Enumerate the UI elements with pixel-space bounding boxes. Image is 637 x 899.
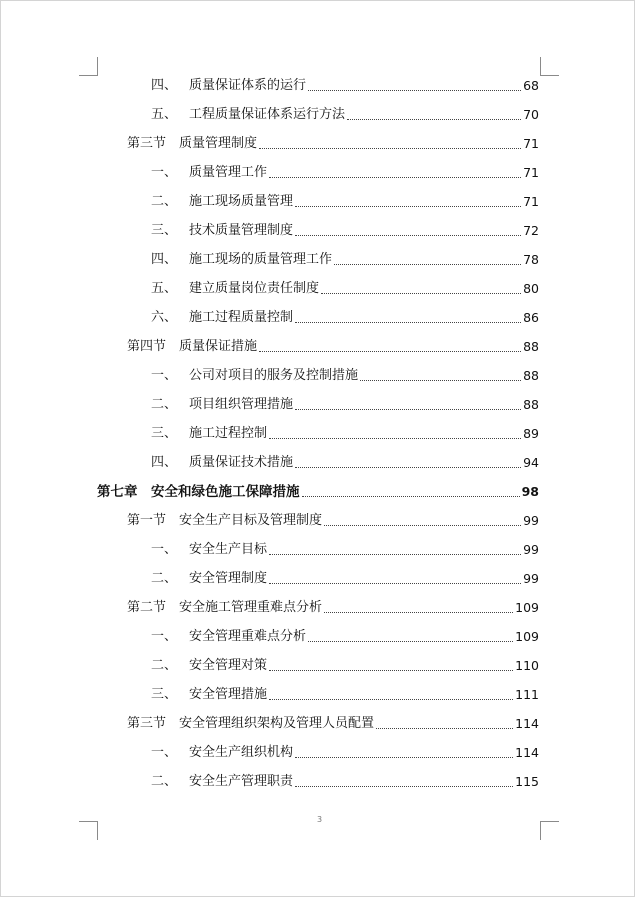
toc-entry-number: 四、 (151, 455, 178, 470)
toc-entry-page: 110 (515, 658, 539, 673)
toc-entry[interactable] (151, 652, 539, 674)
toc-entry[interactable] (127, 710, 539, 732)
toc-dot-leader (295, 466, 521, 468)
toc-entry[interactable] (151, 565, 539, 587)
toc-entry-title: 项目组织管理措施 (189, 397, 294, 412)
toc-entry-label (151, 368, 358, 384)
toc-dot-leader (324, 611, 513, 613)
toc-entry-number: 一、 (151, 368, 178, 383)
toc-dot-leader (334, 263, 521, 265)
toc-entry[interactable] (151, 681, 539, 703)
toc-entry-title: 安全生产组织机构 (189, 745, 294, 760)
toc-entry-label (127, 513, 322, 529)
toc-entry-page: 99 (523, 571, 539, 586)
toc-entry-label (151, 281, 319, 297)
toc-entry-title: 施工现场质量管理 (189, 194, 294, 209)
toc-entry-page: 99 (523, 542, 539, 557)
toc-entry-page: 88 (523, 397, 539, 412)
toc-entry-title: 工程质量保证体系运行方法 (189, 107, 346, 122)
toc-entry-title: 安全和绿色施工保障措施 (151, 484, 300, 500)
toc-entry-page: 80 (523, 281, 539, 296)
toc-dot-leader (269, 698, 513, 700)
toc-entry-number: 第三节 (127, 136, 167, 151)
toc-dot-leader (295, 234, 521, 236)
toc-entry-label (127, 716, 374, 732)
toc-entry-number: 三、 (151, 223, 178, 238)
toc-entry-number: 六、 (151, 310, 178, 325)
toc-dot-leader (302, 495, 520, 497)
toc-entry-label (151, 426, 267, 442)
toc-dot-leader (259, 350, 521, 352)
toc-entry[interactable] (151, 188, 539, 210)
toc-entry-page: 98 (521, 484, 539, 499)
toc-entry-number: 三、 (151, 426, 178, 441)
toc-entry-number: 五、 (151, 281, 178, 296)
toc-entry-number: 第三节 (127, 716, 167, 731)
toc-entry-title: 建立质量岗位责任制度 (189, 281, 320, 296)
toc-entry-label (127, 136, 257, 152)
toc-entry-title: 施工现场的质量管理工作 (189, 252, 333, 267)
toc-entry-page: 115 (515, 774, 539, 789)
toc-entry-page: 88 (523, 339, 539, 354)
toc-entry-page: 89 (523, 426, 539, 441)
toc-entry[interactable] (151, 246, 539, 268)
toc-entry-page: 86 (523, 310, 539, 325)
toc-entry-page: 88 (523, 368, 539, 383)
toc-dot-leader (259, 147, 521, 149)
toc-entry-page: 94 (523, 455, 539, 470)
toc-entry-page: 111 (515, 687, 539, 702)
toc-entry-number: 一、 (151, 745, 178, 760)
toc-dot-leader (269, 582, 521, 584)
toc-entry-number: 第四节 (127, 339, 167, 354)
toc-entry-title: 安全管理重难点分析 (189, 629, 307, 644)
toc-entry-title: 安全施工管理重难点分析 (179, 600, 323, 615)
toc-entry-label (151, 194, 293, 210)
toc-entry-page: 114 (515, 716, 539, 731)
toc-entry[interactable] (127, 594, 539, 616)
toc-entry-page: 78 (523, 252, 539, 267)
toc-dot-leader (376, 727, 513, 729)
toc-entry-page: 68 (523, 78, 539, 93)
toc-entry-number: 第七章 (97, 484, 138, 500)
toc-entry-label (127, 339, 257, 355)
toc-entry-number: 四、 (151, 252, 178, 267)
toc-entry-page: 99 (523, 513, 539, 528)
toc-dot-leader (360, 379, 521, 381)
toc-entry-label (151, 223, 293, 239)
crop-mark-top-right (540, 57, 559, 76)
page-number: 3 (316, 815, 323, 824)
toc-entry-title: 安全生产管理职责 (189, 774, 294, 789)
toc-dot-leader (295, 785, 513, 787)
toc-entry-label (151, 687, 267, 703)
toc-entry-label (151, 542, 267, 558)
crop-mark-top-left (79, 57, 98, 76)
toc-entry-number: 二、 (151, 571, 178, 586)
toc-entry-title: 安全管理对策 (189, 658, 268, 673)
toc-entry-label (151, 165, 267, 181)
toc-entry-number: 一、 (151, 542, 178, 557)
toc-entry-number: 第二节 (127, 600, 167, 615)
toc-dot-leader (321, 292, 521, 294)
toc-dot-leader (295, 321, 521, 323)
toc-entry-title: 施工过程控制 (189, 426, 268, 441)
toc-entry-page: 114 (515, 745, 539, 760)
toc-entry-label (151, 78, 306, 94)
toc-entry-number: 二、 (151, 774, 178, 789)
toc-entry[interactable] (151, 449, 539, 471)
toc-entry-label (151, 745, 293, 761)
toc-entry[interactable] (127, 130, 539, 152)
toc-entry-page: 109 (515, 629, 539, 644)
toc-entry[interactable] (151, 362, 539, 384)
toc-entry-page: 72 (523, 223, 539, 238)
toc-dot-leader (269, 176, 521, 178)
toc-entry-title: 安全管理措施 (189, 687, 268, 702)
toc-entry-title: 公司对项目的服务及控制措施 (189, 368, 359, 383)
toc-entry[interactable] (151, 768, 539, 790)
toc-entry-title: 施工过程质量控制 (189, 310, 294, 325)
toc-dot-leader (269, 553, 521, 555)
toc-entry-label (97, 484, 300, 500)
toc-entry[interactable] (97, 478, 539, 500)
toc-entry[interactable] (151, 536, 539, 558)
toc-entry-label (151, 571, 267, 587)
toc-entry-label (151, 455, 293, 471)
toc-entry[interactable] (151, 623, 539, 645)
toc-entry-title: 质量管理制度 (179, 136, 258, 151)
toc-entry-number: 五、 (151, 107, 178, 122)
toc-entry-title: 质量保证体系的运行 (189, 78, 307, 93)
toc-entry-number: 二、 (151, 397, 178, 412)
toc-entry[interactable] (151, 101, 539, 123)
toc-entry-label (151, 658, 267, 674)
toc-dot-leader (308, 640, 513, 642)
toc-entry-number: 二、 (151, 194, 178, 209)
toc-entry-number: 二、 (151, 658, 178, 673)
toc-entry[interactable] (151, 159, 539, 181)
toc-dot-leader (295, 408, 521, 410)
toc-entry[interactable] (151, 72, 539, 94)
toc-entry-number: 第一节 (127, 513, 167, 528)
toc-entry-page: 71 (523, 136, 539, 151)
toc-entry-label (151, 107, 345, 123)
toc-entry-page: 71 (523, 165, 539, 180)
toc-dot-leader (324, 524, 521, 526)
toc-dot-leader (295, 756, 513, 758)
toc-entry[interactable] (151, 420, 539, 442)
toc-entry-title: 安全管理组织架构及管理人员配置 (179, 716, 375, 731)
toc-entry[interactable] (151, 275, 539, 297)
toc-entry-label (151, 310, 293, 326)
toc-entry-number: 一、 (151, 165, 178, 180)
toc-entry-title: 质量保证技术措施 (189, 455, 294, 470)
toc-entry-title: 技术质量管理制度 (189, 223, 294, 238)
toc-entry[interactable] (151, 217, 539, 239)
toc-entry-title: 质量保证措施 (179, 339, 258, 354)
toc-entry-page: 70 (523, 107, 539, 122)
toc-entry-number: 三、 (151, 687, 178, 702)
toc-entry-page: 71 (523, 194, 539, 209)
toc-entry-title: 安全管理制度 (189, 571, 268, 586)
toc-entry-label (151, 629, 306, 645)
toc-entry-page: 109 (515, 600, 539, 615)
toc-entry[interactable] (127, 333, 539, 355)
toc-dot-leader (347, 118, 521, 120)
toc-dot-leader (269, 437, 521, 439)
toc-dot-leader (269, 669, 513, 671)
toc-dot-leader (308, 89, 521, 91)
toc-entry-label (151, 252, 332, 268)
toc-entry-label (127, 600, 322, 616)
toc-entry-title: 质量管理工作 (189, 165, 268, 180)
toc-entry-title: 安全生产目标及管理制度 (179, 513, 323, 528)
toc-entry-label (151, 774, 293, 790)
toc-entry-number: 四、 (151, 78, 178, 93)
toc-entry[interactable] (151, 739, 539, 761)
toc-entry-label (151, 397, 293, 413)
toc-dot-leader (295, 205, 521, 207)
toc-entry[interactable] (151, 391, 539, 413)
toc-entry[interactable] (127, 507, 539, 529)
toc-entry-number: 一、 (151, 629, 178, 644)
toc-entry[interactable] (151, 304, 539, 326)
toc-entry-title: 安全生产目标 (189, 542, 268, 557)
